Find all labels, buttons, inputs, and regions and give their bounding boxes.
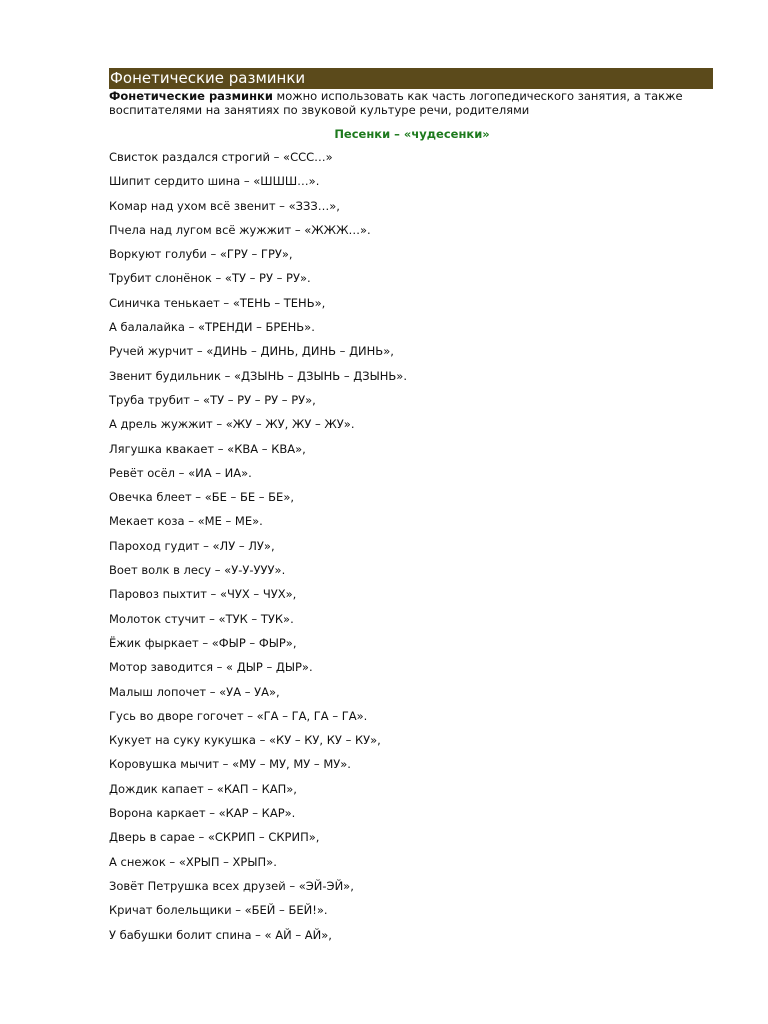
verse-line: Зовёт Петрушка всех друзей – «ЭЙ-ЭЙ»,: [109, 878, 354, 893]
verse-line: Воркуют голуби – «ГРУ – ГРУ»,: [109, 247, 293, 262]
verse-line: Дверь в сарае – «СКРИП – СКРИП»,: [109, 830, 320, 845]
verse-line: Синичка тенькает – «ТЕНЬ – ТЕНЬ»,: [109, 295, 326, 310]
verse-line: Малыш лопочет – «УА – УА»,: [109, 684, 280, 699]
section-subtitle: Песенки – «чудесенки»: [334, 127, 490, 141]
verse-line: Лягушка квакает – «КВА – КВА»,: [109, 441, 306, 456]
verse-line: Ворона каркает – «КАР – КАР».: [109, 806, 296, 821]
verse-line: Кукует на суку кукушка – «КУ – КУ, КУ – КУ»,: [109, 733, 381, 748]
verse-line: Молоток стучит – «ТУК – ТУК».: [109, 611, 294, 626]
verse-line: Комар над ухом всё звенит – «ЗЗЗ…»,: [109, 198, 340, 213]
verse-line: Трубит слонёнок – «ТУ – РУ – РУ».: [109, 271, 311, 286]
verse-line: Воет волк в лесу – «У-У-УУУ».: [109, 563, 286, 578]
verse-line: Шипит сердито шина – «ШШШ…».: [109, 174, 320, 189]
verse-line: Пчела над лугом всё жужжит – «ЖЖЖ…».: [109, 222, 371, 237]
intro-paragraph: [109, 89, 709, 117]
verse-line: Труба трубит – «ТУ – РУ – РУ – РУ»,: [109, 392, 316, 407]
verse-line: Овечка блеет – «БЕ – БЕ – БЕ»,: [109, 490, 295, 505]
verse-line: Коровушка мычит – «МУ – МУ, МУ – МУ».: [109, 757, 351, 772]
verse-line: Ревёт осёл – «ИА – ИА».: [109, 465, 252, 480]
verse-line: Ручей журчит – «ДИНЬ – ДИНЬ, ДИНЬ – ДИНЬ»,: [109, 344, 394, 359]
intro-text: можно использовать как часть логопедического занятия, а также воспитателями на занятиях по звуковой культуре речи, родителями: [109, 89, 683, 117]
verse-line: Свисток раздался строгий – «ССС…»: [109, 150, 333, 164]
page-title: Фонетические разминки: [109, 68, 713, 89]
document-page: [109, 68, 713, 952]
verse-line: Кричат болельщики – «БЕЙ – БЕЙ!».: [109, 903, 328, 918]
verse-line: А снежок – «ХРЫП – ХРЫП».: [109, 854, 277, 869]
verse-line: У бабушки болит спина – « АЙ – АЙ»,: [109, 927, 332, 942]
verse-line: Ёжик фыркает – «ФЫР – ФЫР»,: [109, 635, 297, 650]
verse-line: Дождик капает – «КАП – КАП»,: [109, 781, 297, 796]
verse-line: Мотор заводится – « ДЫР – ДЫР».: [109, 660, 313, 675]
verse-line: Звенит будильник – «ДЗЫНЬ – ДЗЫНЬ – ДЗЫНЬ».: [109, 368, 407, 383]
verse-line: Мекает коза – «МЕ – МЕ».: [109, 514, 263, 529]
verse-line: Паровоз пыхтит – «ЧУХ – ЧУХ»,: [109, 587, 297, 602]
verse-list: [109, 150, 713, 952]
verse-line: А дрель жужжит – «ЖУ – ЖУ, ЖУ – ЖУ».: [109, 417, 355, 432]
verse-line: А балалайка – «ТРЕНДИ – БРЕНЬ».: [109, 320, 315, 335]
verse-line: Гусь во дворе гогочет – «ГА – ГА, ГА – ГА».: [109, 708, 368, 723]
intro-bold-term: Фонетические разминки: [109, 89, 273, 103]
verse-line: Пароход гудит – «ЛУ – ЛУ»,: [109, 538, 275, 553]
